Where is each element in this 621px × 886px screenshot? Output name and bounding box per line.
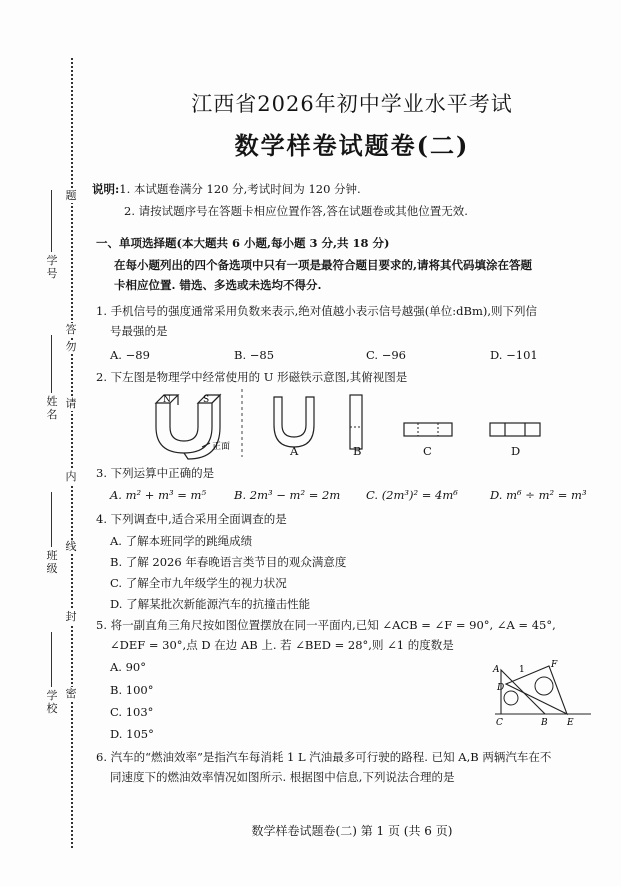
u-magnet-3d-figure	[156, 395, 230, 459]
section-heading: 一、单项选择题(本大题共 6 小题,每小题 3 分,共 18 分)	[96, 236, 390, 250]
seal-char: 请	[65, 397, 77, 410]
section-instruction: 在每小题列出的四个备选项中只有一项是最符合题目要求的,请将其代码填涂在答题	[114, 258, 532, 272]
option: C. −96	[366, 348, 406, 362]
seal-char: 封	[65, 610, 77, 623]
seal-dotted-line	[71, 58, 73, 848]
question-5-text: 5. 将一副直角三角尺按如图位置摆放在同一平面内,已知 ∠ACB = ∠F = 90°, ∠A = 45°,	[96, 618, 556, 632]
field-name	[44, 335, 60, 421]
seal-char: 密	[65, 687, 77, 700]
option: B. 了解 2026 年春晚语言类节目的观众满意度	[110, 555, 347, 569]
field-label: 学号	[46, 254, 58, 280]
field-school	[44, 632, 60, 715]
exam-paper	[92, 0, 612, 886]
seal-char: 答	[65, 323, 77, 336]
point-label: F	[551, 660, 558, 670]
field-label: 班级	[46, 549, 58, 575]
section-instruction: 卡相应位置. 错选、多选或未选均不得分.	[114, 278, 322, 292]
notes-line-1: 1. 本试题卷满分 120 分,考试时间为 120 分钟.	[119, 182, 361, 196]
magnet-figures	[92, 385, 612, 460]
magnet-pole-label: N	[163, 395, 171, 405]
figure-label: D	[511, 444, 521, 458]
point-label: A	[493, 665, 500, 675]
seal-char: 勿	[65, 340, 77, 353]
option: D. −101	[490, 348, 538, 362]
question-6-text: 6. 汽车的“燃油效率”是指汽车每消耗 1 L 汽油最多可行驶的路程. 已知 A,B 两辆汽车在不	[96, 750, 552, 764]
option: A. −89	[110, 348, 150, 362]
point-label: E	[567, 718, 574, 726]
triangle-figure	[487, 660, 597, 726]
point-label: C	[496, 718, 503, 726]
figure-label: A	[290, 444, 299, 458]
question-3-text: 3. 下列运算中正确的是	[96, 466, 215, 480]
option: A. m² + m³ = m⁵	[110, 488, 207, 502]
option-c-figure	[404, 423, 452, 436]
option: B. −85	[234, 348, 275, 362]
option: B. 2m³ − m² = 2m	[234, 488, 341, 502]
page-footer: 数学样卷试题卷(二) 第 1 页 (共 6 页)	[251, 824, 453, 838]
option-b-figure	[350, 395, 362, 449]
figure-label: B	[353, 444, 362, 458]
notes-label: 说明:	[92, 182, 120, 196]
figure-label: C	[423, 444, 432, 458]
option: C. 了解全市九年级学生的视力状况	[110, 576, 287, 590]
exam-title: 江西省2026年初中学业水平考试	[191, 92, 513, 116]
option: B. 100°	[110, 683, 154, 697]
question-2-text: 2. 下左图是物理学中经常使用的 U 形磁铁示意图,其俯视图是	[96, 370, 408, 384]
option: D. 105°	[110, 727, 154, 741]
question-4-text: 4. 下列调查中,适合采用全面调查的是	[96, 512, 287, 526]
field-class	[44, 492, 60, 575]
question-6-text: 同速度下的燃油效率情况如图所示. 根据图中信息,下列说法合理的是	[110, 770, 455, 784]
option: C. 103°	[110, 705, 154, 719]
field-label: 学校	[46, 689, 58, 715]
angle-label: 1	[519, 665, 525, 675]
seal-char: 线	[65, 540, 77, 553]
option-a-figure	[274, 397, 314, 447]
question-1-text: 1. 手机信号的强度通常采用负数来表示,绝对值越小表示信号越强(单位:dBm),则下列信	[96, 304, 537, 318]
question-5-text: ∠DEF = 30°,点 D 在边 AB 上. 若 ∠BED = 28°,则 ∠1 的度数是	[110, 638, 454, 652]
option: A. 了解本班同学的跳绳成绩	[110, 534, 253, 548]
front-label: 正面	[212, 442, 231, 452]
field-student-id	[44, 190, 60, 280]
seal-char: 内	[65, 470, 77, 483]
option: D. m⁶ ÷ m² = m³	[490, 488, 587, 502]
option: D. 了解某批次新能源汽车的抗撞击性能	[110, 597, 311, 611]
option: C. (2m³)² = 4m⁶	[366, 488, 458, 502]
binding-margin	[0, 0, 86, 886]
option: A. 90°	[110, 660, 146, 674]
notes	[92, 182, 361, 197]
question-1-text: 号最强的是	[110, 324, 168, 338]
option-d-figure	[490, 423, 540, 436]
field-label: 姓名	[46, 395, 58, 421]
point-label: B	[541, 718, 548, 726]
magnet-pole-label: S	[203, 395, 210, 405]
point-label: D	[497, 683, 505, 693]
notes-line-2: 2. 请按试题序号在答题卡相应位置作答,答在试题卷或其他位置无效.	[124, 204, 468, 218]
exam-subtitle: 数学样卷试题卷(二)	[234, 131, 470, 160]
seal-char: 题	[65, 189, 77, 202]
